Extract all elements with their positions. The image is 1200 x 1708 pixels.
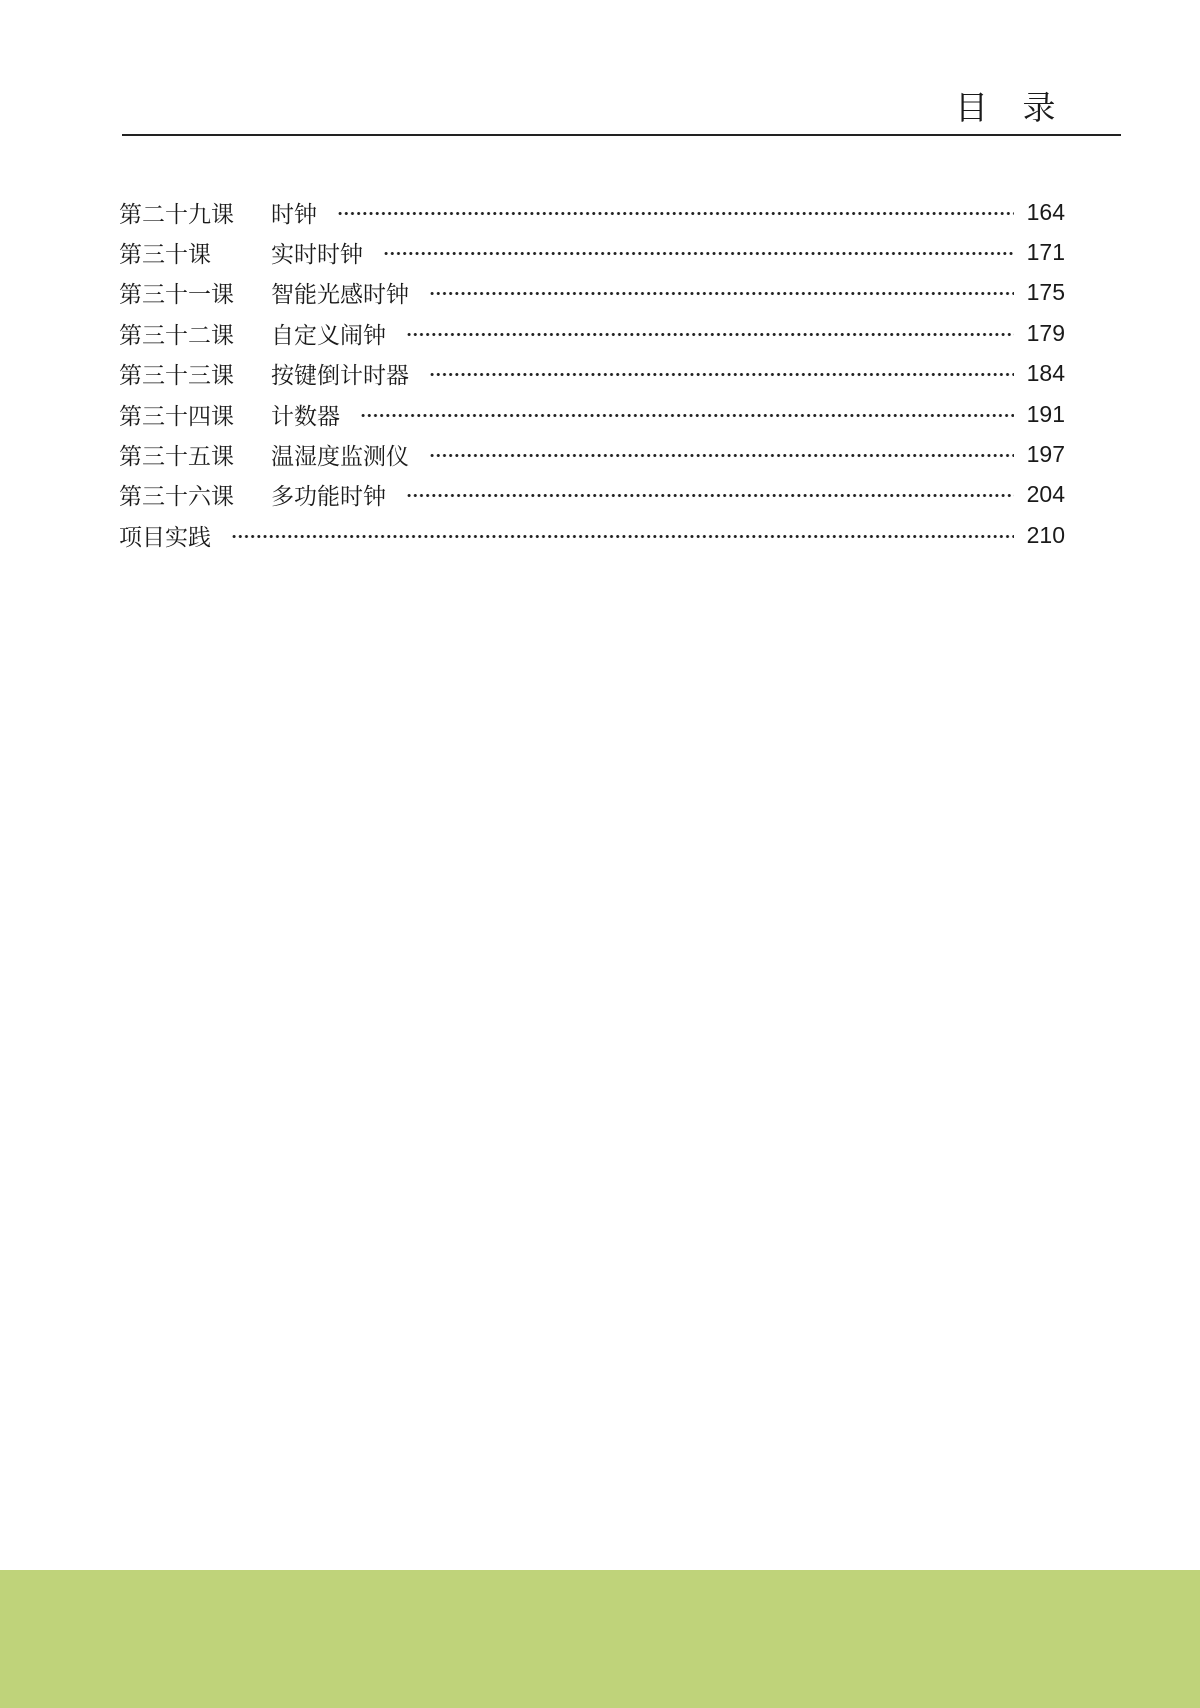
table-of-contents xyxy=(119,192,1065,556)
toc-entry-label xyxy=(119,236,363,269)
toc-lesson-topic: 多功能时钟 xyxy=(271,484,386,511)
toc-lesson-topic: 按键倒计时器 xyxy=(271,363,409,390)
toc-lesson-topic: 计数器 xyxy=(271,403,340,430)
title-divider xyxy=(122,134,1121,136)
dot-leader xyxy=(406,494,1014,497)
toc-page-number: 164 xyxy=(1026,198,1065,225)
dot-leader xyxy=(360,414,1014,417)
toc-lesson-number: 第三十二课 xyxy=(119,322,234,349)
toc-page-number: 204 xyxy=(1026,481,1065,508)
dot-leader xyxy=(383,252,1014,255)
toc-lesson-topic: 时钟 xyxy=(271,201,317,228)
toc-lesson-topic: 智能光感时钟 xyxy=(271,282,409,309)
toc-lesson-number: 第三十三课 xyxy=(119,363,234,390)
dot-leader xyxy=(429,454,1014,457)
toc-page-number: 191 xyxy=(1026,400,1065,427)
toc-entry-label: 项目实践 xyxy=(119,524,211,551)
toc-page-number: 184 xyxy=(1026,360,1065,387)
toc-lesson-topic: 自定义闹钟 xyxy=(271,322,386,349)
toc-page-number: 179 xyxy=(1026,319,1065,346)
toc-entry-lesson-29[interactable] xyxy=(119,192,1065,232)
toc-page-number: 210 xyxy=(1026,521,1065,548)
toc-lesson-topic: 温湿度监测仪 xyxy=(271,444,409,471)
toc-lesson-topic: 实时时钟 xyxy=(271,242,363,269)
toc-entry-label xyxy=(119,438,409,471)
toc-entry-label xyxy=(119,357,409,390)
footer-color-band xyxy=(0,1570,1200,1708)
toc-entry-label xyxy=(119,317,386,350)
toc-entry-label xyxy=(119,398,340,431)
page-title: 目 录 xyxy=(955,88,1068,127)
toc-entry-lesson-36[interactable] xyxy=(119,475,1065,515)
dot-leader xyxy=(337,212,1014,215)
toc-lesson-number: 第三十五课 xyxy=(119,444,234,471)
toc-entry-lesson-32[interactable] xyxy=(119,313,1065,353)
dot-leader xyxy=(406,333,1014,336)
toc-entry-lesson-31[interactable] xyxy=(119,273,1065,313)
toc-page-number: 175 xyxy=(1026,279,1065,306)
toc-lesson-number: 第三十六课 xyxy=(119,484,234,511)
toc-entry-label xyxy=(119,196,317,229)
dot-leader xyxy=(429,292,1014,295)
toc-entry-lesson-30[interactable] xyxy=(119,232,1065,272)
dot-leader xyxy=(231,535,1014,538)
toc-page-number: 197 xyxy=(1026,441,1065,468)
toc-lesson-number: 第三十一课 xyxy=(119,282,234,309)
dot-leader xyxy=(429,373,1014,376)
toc-entry-label xyxy=(119,276,409,309)
toc-page-number: 171 xyxy=(1026,239,1065,266)
toc-entry-project-practice[interactable] xyxy=(119,515,1065,555)
toc-entry-lesson-35[interactable] xyxy=(119,434,1065,474)
toc-lesson-number: 第三十四课 xyxy=(119,403,234,430)
toc-entry-lesson-33[interactable] xyxy=(119,354,1065,394)
toc-entry-lesson-34[interactable] xyxy=(119,394,1065,434)
toc-lesson-number: 第三十课 xyxy=(119,242,211,269)
toc-lesson-number: 第二十九课 xyxy=(119,201,234,228)
toc-entry-label xyxy=(119,478,386,511)
